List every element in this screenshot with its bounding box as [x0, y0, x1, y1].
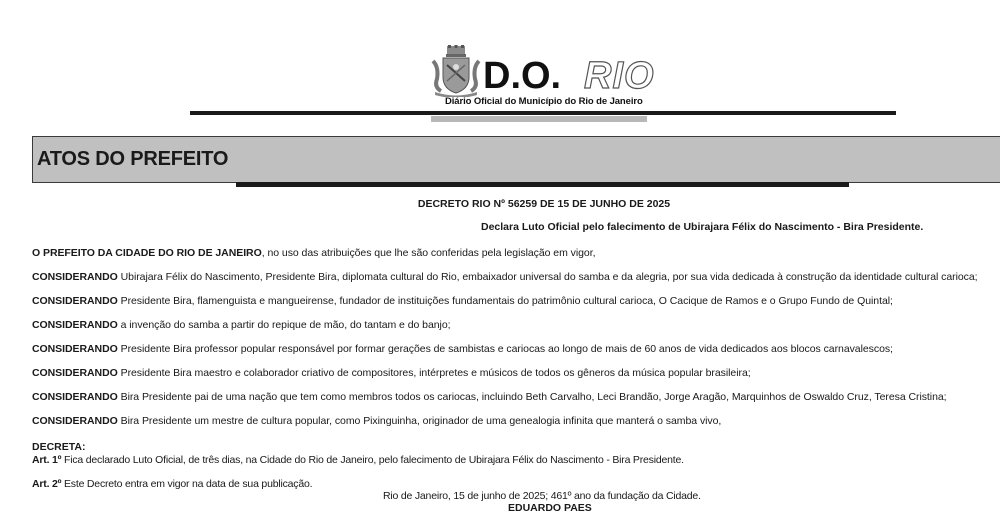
considerando-paragraph: [32, 343, 893, 355]
considerando-lead: CONSIDERANDO: [32, 271, 118, 283]
considerando-lead: CONSIDERANDO: [32, 343, 118, 355]
place-and-date: Rio de Janeiro, 15 de junho de 2025; 461º ano da fundação da Cidade.: [383, 490, 701, 502]
considerando-lead: CONSIDERANDO: [32, 319, 118, 331]
city-coat-of-arms-icon: [431, 45, 481, 97]
considerando-lead: CONSIDERANDO: [32, 367, 118, 379]
considerando-text: a invenção do samba a partir do repique de mão, do tantam e do banjo;: [117, 319, 451, 331]
article-lead: Art. 2º: [32, 478, 62, 490]
logo-wordmark: D.O.: [483, 55, 562, 97]
section-header-box: [32, 136, 1000, 183]
considerando-paragraph: [32, 391, 947, 403]
considerando-paragraph: [32, 319, 450, 331]
preamble-paragraph: [32, 247, 595, 259]
considerando-paragraph: [32, 367, 751, 379]
considerando-text: Presidente Bira maestro e colaborador criativo de compositores, intérpretes e músicos de todos os gêneros da música popular brasileira;: [117, 367, 751, 379]
decree-subject: Declara Luto Oficial pelo falecimento de Ubirajara Félix do Nascimento - Bira Presidente.: [481, 221, 924, 233]
masthead-grey-bar: [431, 116, 647, 122]
considerando-paragraph: [32, 415, 721, 427]
preamble-text: , no uso das atribuições que lhe são conferidas pela legislação em vigor,: [261, 247, 596, 259]
article-2: [32, 478, 312, 490]
decree-title: DECRETO RIO Nº 56259 DE 15 DE JUNHO DE 2025: [417, 198, 671, 210]
masthead-rule-divider: [190, 111, 896, 115]
considerando-lead: CONSIDERANDO: [32, 415, 118, 427]
article-text: Este Decreto entra em vigor na data de sua publicação.: [61, 478, 313, 490]
considerando-text: Presidente Bira professor popular responsável por formar gerações de sambistas e cariocas ao longo de mais de 60 anos de vida dedicados aos blocos carnavalescos;: [117, 343, 893, 355]
considerando-paragraph: [32, 295, 893, 307]
considerando-text: Presidente Bira, flamenguista e mangueirense, fundador de instituições fundamentais do patrimônio cultural carioca, O Cacique de Ramos e o Grupo Fundo de Quintal;: [117, 295, 893, 307]
article-lead: Art. 1º: [32, 454, 62, 466]
signatory-name: EDUARDO PAES: [508, 502, 592, 514]
masthead: [0, 0, 1000, 130]
article-1: [32, 454, 684, 466]
decreta-label: DECRETA:: [32, 441, 86, 453]
logo-accent-wordmark: RIO: [584, 55, 655, 97]
considerando-lead: CONSIDERANDO: [32, 295, 118, 307]
preamble-lead: O PREFEITO DA CIDADE DO RIO DE JANEIRO: [32, 247, 262, 259]
section-title: ATOS DO PREFEITO: [37, 148, 229, 170]
considerando-text: Bira Presidente pai de uma nação que tem como membros todos os cariocas, incluindo Beth Carvalho, Leci Brandão, Jorge Aragão, Marquinhos de Oswaldo Cruz, Teresa Cristina;: [117, 391, 947, 403]
considerando-text: Ubirajara Félix do Nascimento, Presidente Bira, diplomata cultural do Rio, embaixador universal do samba e da alegria, por sua vida dedicada à construção da identidade cultural carioca;: [117, 271, 978, 283]
article-text: Fica declarado Luto Oficial, de três dias, na Cidade do Rio de Janeiro, pelo falecimento de Ubirajara Félix do Nascimento - Bira Presidente.: [61, 454, 684, 466]
considerando-text: Bira Presidente um mestre de cultura popular, como Pixinguinha, originador de uma genealogia infinita que manterá o samba vivo,: [117, 415, 722, 427]
considerando-paragraph: [32, 271, 978, 283]
considerando-lead: CONSIDERANDO: [32, 391, 118, 403]
section-header-underline: [236, 182, 849, 187]
gazette-subtitle: Diário Oficial do Município do Rio de Janeiro: [445, 96, 643, 107]
